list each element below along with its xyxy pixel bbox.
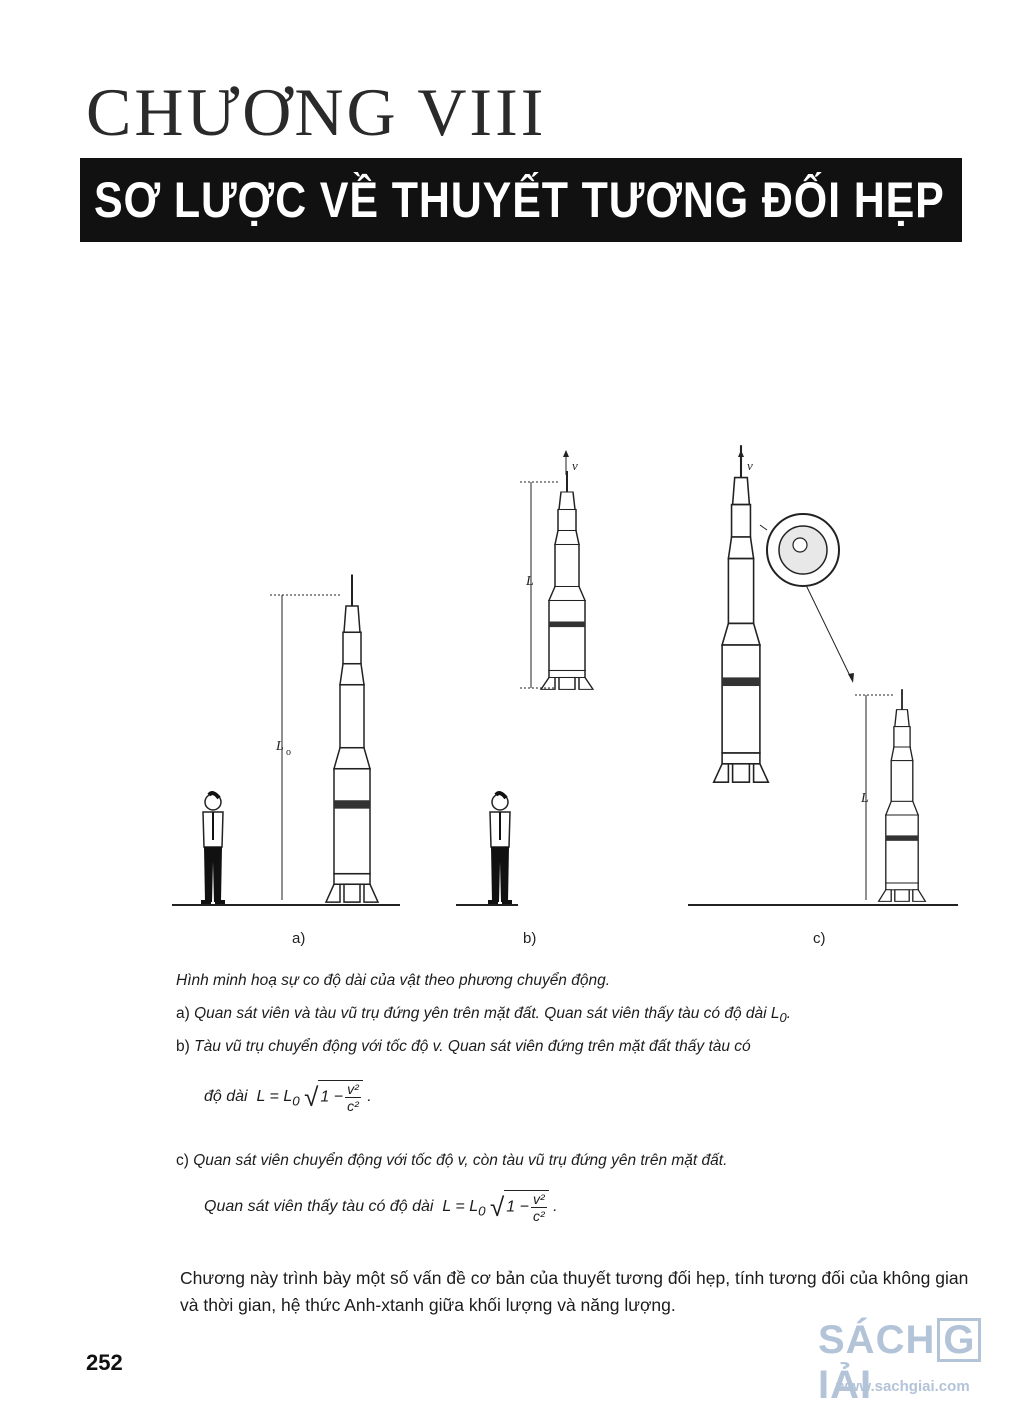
velocity-label-b: v — [572, 458, 578, 473]
frac-b-num: v² — [347, 1081, 359, 1097]
caption-a: a) Quan sát viên và tàu vũ trụ đứng yên trên mặt đất. Quan sát viên thấy tàu có độ dài $L_0$. — [176, 1005, 792, 1026]
frac-c-den: c² — [532, 1208, 545, 1224]
rocket-c-rest — [879, 689, 926, 901]
frac-c-num: v² — [532, 1191, 545, 1207]
formula-b-lhs: L = L — [256, 1088, 293, 1106]
sqrt-b: √ 1 − $\frac{\text{v²}}{\text{c²}}$ — [304, 1080, 363, 1114]
velocity-label-c: v — [747, 458, 753, 473]
formula-c — [204, 1190, 558, 1224]
inset-pointer — [806, 585, 852, 680]
frac-b — [345, 1081, 361, 1114]
page-number: 252 — [86, 1350, 123, 1375]
formula-b-end: . — [367, 1088, 372, 1106]
caption-c — [176, 1152, 727, 1170]
formula-c-one-minus: 1 − — [506, 1198, 529, 1216]
caption-a-prefix: a) — [176, 1005, 190, 1022]
formula-c-sub: 0 — [478, 1203, 486, 1219]
chapter-intro-paragraph: Chương này trình bày một số vấn đề cơ bản của thuyết tương đối hẹp, tính tương đối của không gian và thời gian, hệ thức Anh-xtanh giữa khối lượng và năng lượng. — [180, 1268, 969, 1315]
watermark-right: IẢI — [818, 1363, 873, 1407]
length-label-a: L — [276, 739, 284, 754]
panel-label-b: b) — [523, 930, 537, 947]
sqrt-c: √ 1 − $\frac{\text{v²}}{\text{c²}}$ — [490, 1190, 549, 1224]
observer-b — [488, 793, 512, 904]
caption-a-text: Quan sát viên và tàu vũ trụ đứng yên trên mặt đất. Quan sát viên thấy tàu có độ dài L — [194, 1005, 780, 1022]
caption-b — [176, 1038, 751, 1056]
length-label-a-sub: o — [286, 747, 291, 758]
panel-label-c: c) — [813, 930, 826, 947]
formula-c-end: . — [553, 1198, 558, 1216]
caption-title: Hình minh hoạ sự co độ dài của vật theo phương chuyển động. — [176, 972, 611, 989]
formula-c-lhs: L = L — [442, 1198, 479, 1216]
formula-c-lead: Quan sát viên thấy tàu có độ dài — [204, 1198, 434, 1216]
formula-b-one-minus: 1 − — [320, 1088, 344, 1106]
watermark-url: www.sachgiai.com — [836, 1378, 970, 1395]
rocket-b — [541, 471, 593, 689]
caption-b-prefix: b) — [176, 1038, 190, 1055]
length-label-b: L — [526, 574, 534, 589]
caption-c-text: Quan sát viên chuyển động với tốc độ v, còn tàu vũ trụ đứng yên trên mặt đất. — [193, 1152, 728, 1169]
formula-b-lead: độ dài — [204, 1088, 248, 1106]
chapter-number: CHƯƠNG VIII — [86, 74, 547, 150]
watermark-box: G — [937, 1318, 981, 1362]
formula-b-sub: 0 — [292, 1093, 300, 1109]
rocket-a — [326, 575, 378, 903]
length-contraction-figure — [0, 430, 1024, 970]
chapter-title: SƠ LƯỢC VỀ THUYẾT TƯƠNG ĐỐI HẸP — [94, 172, 945, 228]
length-label-c: L — [861, 791, 869, 806]
caption-c-prefix: c) — [176, 1152, 189, 1169]
rocket-illustration — [0, 430, 1024, 970]
rocket-c-moving — [714, 445, 769, 782]
chapter-banner — [80, 158, 962, 242]
watermark-left: SÁCH — [818, 1318, 936, 1362]
frac-b-den: c² — [347, 1098, 359, 1114]
frac-c — [531, 1191, 547, 1224]
panel-label-a: a) — [292, 930, 306, 947]
formula-b — [204, 1080, 372, 1114]
observer-a — [201, 793, 225, 904]
caption-b-text: Tàu vũ trụ chuyển động với tốc độ v. Quan sát viên đứng trên mặt đất thấy tàu có — [194, 1038, 751, 1055]
caption-a-sub: 0 — [779, 1010, 787, 1026]
